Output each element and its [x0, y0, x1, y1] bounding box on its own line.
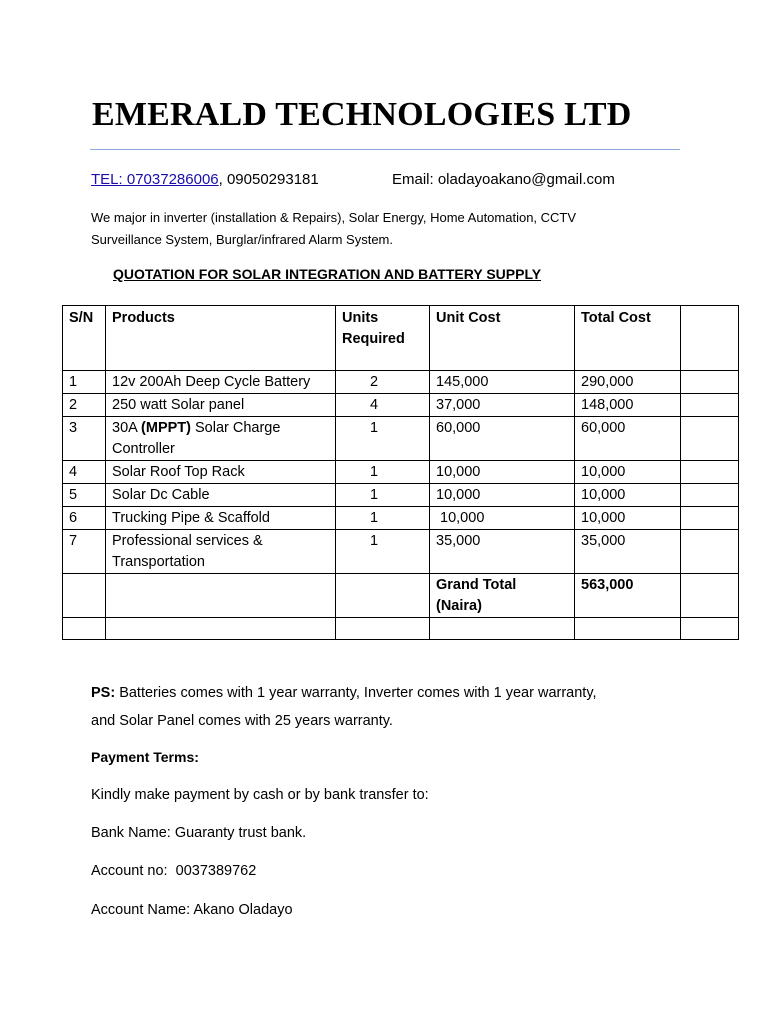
product-part: 30A [112, 420, 142, 436]
row-product [106, 574, 336, 618]
row-unit-cost: 35,000 [430, 530, 575, 574]
tel-secondary: , 09050293181 [218, 171, 319, 188]
product-line: Transportation [112, 554, 205, 570]
table-row [63, 530, 739, 574]
table-row [63, 484, 739, 507]
row-sn: 1 [63, 371, 106, 394]
row-extra [681, 484, 739, 507]
row-extra [681, 574, 739, 618]
empty-cell [106, 618, 336, 640]
col-total-cost-header: Total Cost [575, 306, 681, 371]
description-line: We major in inverter (installation & Repairs), Solar Energy, Home Automation, CCTV [91, 210, 577, 225]
row-sn: 2 [63, 394, 106, 417]
table-row [63, 394, 739, 417]
row-units: 1 [336, 461, 430, 484]
row-sn: 7 [63, 530, 106, 574]
company-name: EMERALD TECHNOLOGIES LTD [92, 96, 632, 133]
description-line: Surveillance System, Burglar/infrared Alarm System. [91, 232, 393, 247]
grand-total-row [63, 574, 739, 618]
row-extra [681, 530, 739, 574]
contact-email: Email: oladayoakano@gmail.com [392, 171, 615, 188]
payment-terms-heading: Payment Terms: [91, 749, 199, 765]
row-extra [681, 417, 739, 461]
ps-line: and Solar Panel comes with 25 years warranty. [91, 713, 393, 729]
empty-row [63, 618, 739, 640]
col-extra-header [681, 306, 739, 371]
grand-total-label-line: (Naira) [436, 598, 482, 614]
account-number: Account no: 0037389762 [91, 863, 257, 879]
units-header-line: Units [342, 310, 379, 326]
row-product: Solar Dc Cable [106, 484, 336, 507]
empty-cell [63, 618, 106, 640]
row-total: 10,000 [575, 507, 681, 530]
grand-total-label [430, 574, 575, 618]
empty-cell [575, 618, 681, 640]
empty-cell [430, 618, 575, 640]
col-products-header: Products [106, 306, 336, 371]
row-sn: 5 [63, 484, 106, 507]
header-divider [90, 149, 680, 150]
product-line [112, 418, 329, 439]
row-units: 2 [336, 371, 430, 394]
row-total: 10,000 [575, 461, 681, 484]
table-row [63, 371, 739, 394]
col-sn-header: S/N [63, 306, 106, 371]
row-units: 1 [336, 507, 430, 530]
table-row [63, 461, 739, 484]
row-units [336, 574, 430, 618]
account-name: Account Name: Akano Oladayo [91, 902, 293, 918]
row-sn: 3 [63, 417, 106, 461]
row-units: 1 [336, 417, 430, 461]
payment-instruction: Kindly make payment by cash or by bank transfer to: [91, 787, 429, 803]
row-total: 148,000 [575, 394, 681, 417]
contact-phones [91, 171, 319, 188]
table-row [63, 417, 739, 461]
row-extra [681, 461, 739, 484]
row-unit-cost: 60,000 [430, 417, 575, 461]
product-part-bold: (MPPT) [141, 420, 191, 436]
row-unit-cost: 10,000 [430, 507, 575, 530]
ps-label: PS: [91, 685, 116, 701]
row-extra [681, 394, 739, 417]
row-total: 60,000 [575, 417, 681, 461]
row-unit-cost: 10,000 [430, 484, 575, 507]
tel-primary: 07037286006 [126, 171, 219, 188]
ps-text: Batteries comes with 1 year warranty, Inverter comes with 1 year warranty, [115, 685, 597, 701]
row-product: 250 watt Solar panel [106, 394, 336, 417]
row-product: Trucking Pipe & Scaffold [106, 507, 336, 530]
tel-label: TEL: [91, 171, 123, 188]
row-total: 35,000 [575, 530, 681, 574]
row-units: 1 [336, 484, 430, 507]
row-extra [681, 371, 739, 394]
grand-total-label-line: Grand Total [436, 577, 517, 593]
units-header-line: Required [342, 331, 405, 347]
row-product [106, 530, 336, 574]
row-product: Solar Roof Top Rack [106, 461, 336, 484]
quotation-table [62, 305, 739, 640]
empty-cell [336, 618, 430, 640]
row-unit-cost: 37,000 [430, 394, 575, 417]
row-sn: 6 [63, 507, 106, 530]
row-units: 1 [336, 530, 430, 574]
bank-name: Bank Name: Guaranty trust bank. [91, 825, 307, 841]
product-line: Controller [112, 441, 175, 457]
row-units: 4 [336, 394, 430, 417]
ps-line [91, 679, 691, 707]
product-line: Professional services & [112, 533, 263, 549]
table-row [63, 507, 739, 530]
row-product [106, 417, 336, 461]
row-total: 290,000 [575, 371, 681, 394]
row-total: 10,000 [575, 484, 681, 507]
table-header-row [63, 306, 739, 371]
product-part: Solar Charge [190, 420, 281, 436]
grand-total-value: 563,000 [575, 574, 681, 618]
row-product: 12v 200Ah Deep Cycle Battery [106, 371, 336, 394]
row-unit-cost: 10,000 [430, 461, 575, 484]
quotation-title: QUOTATION FOR SOLAR INTEGRATION AND BATTERY SUPPLY [113, 266, 542, 282]
row-extra [681, 507, 739, 530]
col-unit-cost-header: Unit Cost [430, 306, 575, 371]
col-units-header [336, 306, 430, 371]
row-sn: 4 [63, 461, 106, 484]
row-unit-cost: 145,000 [430, 371, 575, 394]
company-description [91, 207, 651, 251]
row-sn [63, 574, 106, 618]
ps-note [91, 679, 691, 735]
empty-cell [681, 618, 739, 640]
phone-link[interactable] [91, 171, 219, 188]
